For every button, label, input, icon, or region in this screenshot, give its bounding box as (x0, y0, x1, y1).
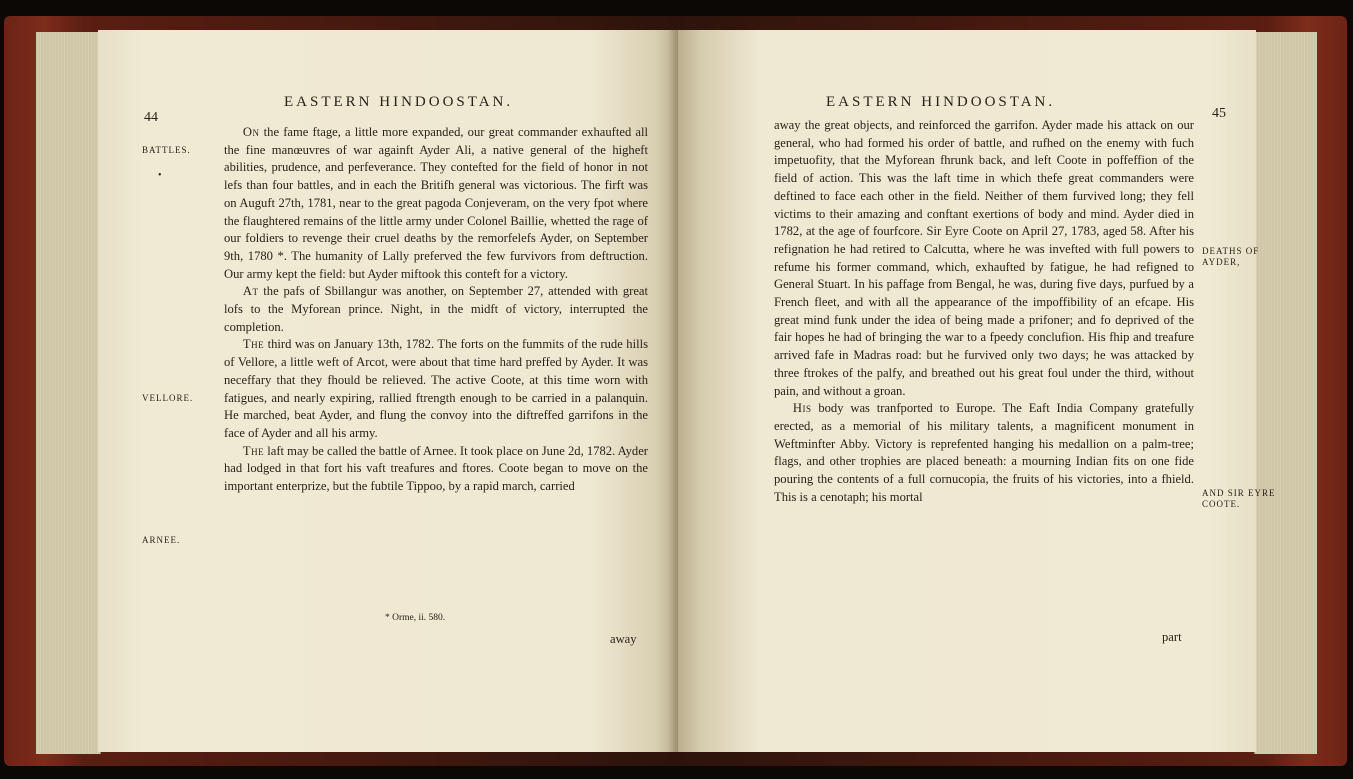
paragraph: The laft may be called the battle of Arnee. It took place on June 2d, 1782. Ayder had lodged in that fort his vaft treafures and ftores. Coote began to move on the important enterprize, but the fubtile Tippoo, by a rapid march, carried (224, 443, 648, 494)
paragraph: The third was on January 13th, 1782. The forts on the fummits of the rude hills of Vellore, a little weft of Arcot, were about that time hard preffed by Ayder. It was neceffary that they fhould be relieved. The active Coote, at this time worn with fatigues, and nearly expiring, rallied ftrength enough to be carried in a palanquin. He marched, beat Ayder, and flung the convoy into the diftreffed garrifons in the face of Ayder and all his army. (224, 337, 648, 440)
ornament: • (158, 170, 162, 181)
left-page-edges (36, 32, 101, 754)
lead-word: At (242, 284, 259, 299)
lead-word: The (242, 443, 265, 458)
lead-word: The (242, 337, 265, 352)
left-page (98, 30, 678, 752)
running-head: EASTERN HINDOOSTAN. (284, 94, 514, 110)
footnote: * Orme, ii. 580. (385, 613, 446, 623)
side-note-deaths: DEATHS OF AYDER, (1202, 246, 1260, 267)
lead-word: On (242, 125, 260, 139)
right-page-body (774, 117, 1194, 506)
right-page (678, 30, 1276, 752)
running-head: EASTERN HINDOOSTAN. (826, 94, 1056, 110)
page-number: 45 (1212, 106, 1226, 121)
side-note-coote: AND SIR EYRE COOTE. (1202, 488, 1276, 509)
lead-word: His (792, 401, 812, 416)
page-number: 44 (144, 110, 158, 125)
side-note-battles: BATTLES. (142, 145, 191, 155)
paragraph: On the fame ftage, a little more expanded, our great commander exhaufted all the fine manœuvres of war againft Ayder Ali, a native general of the higheft abilities, prudence, and perfeverance. They contefted for the field of honor in not lefs than four battles, and in each the Britifh general was victorious. The firft was on Auguft 27th, 1781, near to the great pagoda Conjeveram, on the very fpot where the flaughtered remains of the little army under Colonel Baillie, whetted the rage of our foldiers to revenge their cruel deaths by the remorfelefs Ayder, on September 9th, 1780 *. The humanity of Lally preferved the few furvivors from deftruction. Our army kept the field: but Ayder miftook this conteft for a victory. (224, 125, 648, 281)
paragraph: His body was tranfported to Europe. The Eaft India Company gratefully erected, as a memorial of his military talents, a magnificent monument in Weftminfter Abby. Victory is reprefented hanging his medallion on a palm-tree; flags, and other trophies are placed beneath: a mourning Indian fits on one fide pouring the contents of a full cornucopia, the fruits of his victories, into a fhield. This is a cenotaph; his mortal (774, 401, 1194, 504)
catchword: part (1162, 630, 1182, 644)
catchword: away (610, 632, 637, 646)
paragraph: At the pafs of Sbillangur was another, on September 27, attended with great lofs to the Myforean prince. Night, in the midft of victory, interrupted the completion. (224, 284, 648, 334)
right-page-edges (1254, 32, 1317, 754)
side-note-arnee: ARNEE. (142, 535, 181, 545)
side-note-vellore: VELLORE. (142, 393, 194, 403)
paragraph: away the great objects, and reinforced the garrifon. Ayder made his attack on our general, who had formed his order of battle, and rufhed on the enemy with fuch impetuofity, that the Myforean fhrunk back, and left Coote in poffeffion of the field of action. This was the laft time in which thefe great commanders were deftined to face each other in the field. Neither of them furvived long; they fell victims to their amazing and conftant exertions of body and mind. Ayder died in 1782, at the age of fourfcore. Sir Eyre Coote on April 27, 1783, aged 58. After his refignation he had retired to Calcutta, where he was invefted with full powers to refume his former command, which, exhaufted by fatigue, he had refigned to General Stuart. In his paffage from Bengal, he was, during five days, purfued by a French fleet, and with all the appearance of the impoffibility of an efcape. His great mind funk under the idea of being made a prifoner; and fo deprived of the fair hopes he had of bringing the war to a fpeedy conclufion. His fhip and treafure arrived fafe in Madras road: but he furvived only two days; he was attacked by three ftrokes of the palfy, and breathed out his great foul under the third, without pain, and without a groan. (774, 118, 1194, 398)
left-page-body (224, 124, 648, 496)
